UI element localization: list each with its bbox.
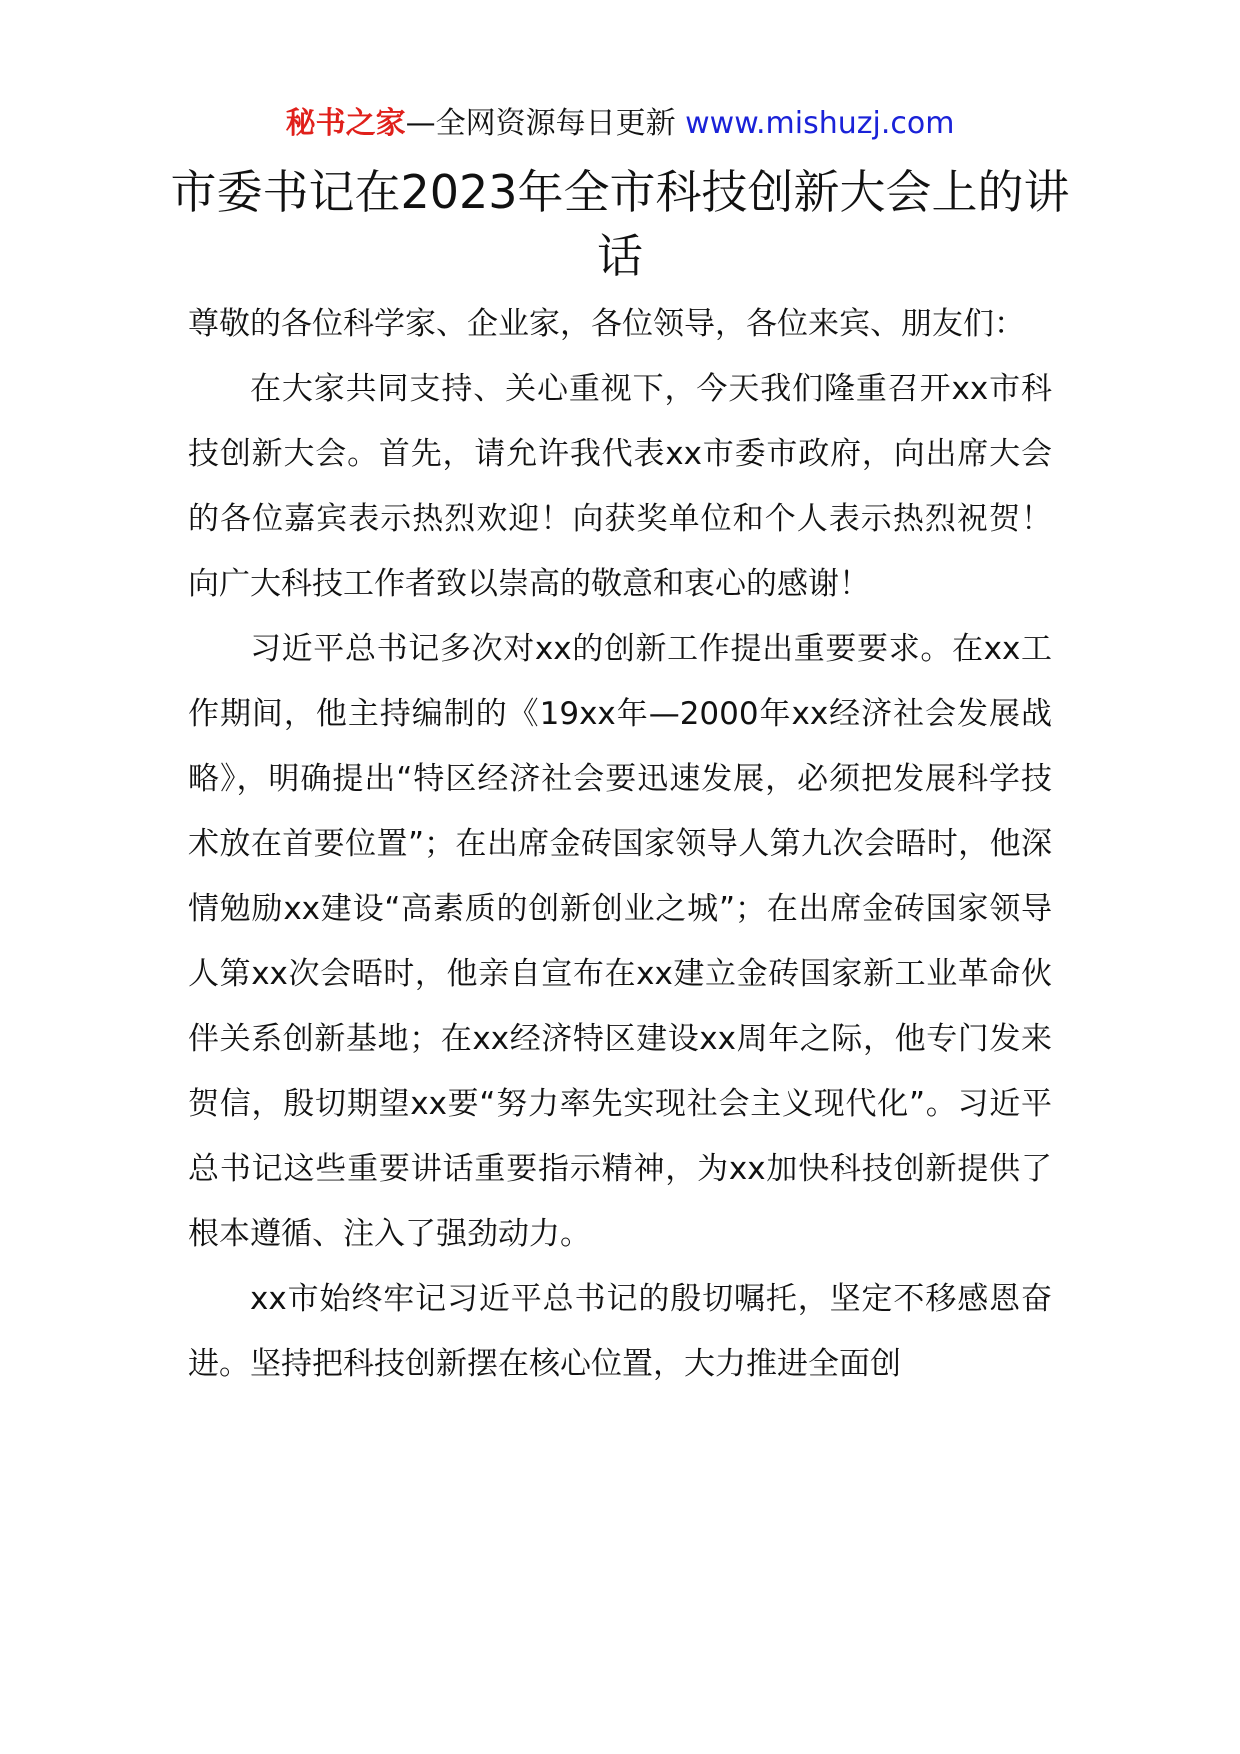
document-title: 市委书记在2023年全市科技创新大会上的讲话 <box>170 165 1070 283</box>
site-header <box>0 100 1240 148</box>
body-paragraph: 在大家共同支持、关心重视下，今天我们隆重召开xx市科技创新大会。首先，请允许我代表xx市委市政府，向出席大会的各位嘉宾表示热烈欢迎！向获奖单位和个人表示热烈祝贺！向广大科技工作者致以崇高的敬意和衷心的感谢！ <box>188 371 1052 602</box>
body-paragraph: xx市始终牢记习近平总书记的殷切嘱托，坚定不移感恩奋进。坚持把科技创新摆在核心位置，大力推进全面创 <box>188 1281 1052 1382</box>
document-body <box>188 292 1052 1397</box>
salutation-paragraph: 尊敬的各位科学家、企业家，各位领导，各位来宾、朋友们： <box>188 306 1025 342</box>
site-url-link[interactable]: www.mishuzj.com <box>685 106 955 141</box>
header-tagline: —全网资源每日更新 <box>405 106 686 141</box>
brand-name: 秘书之家 <box>285 106 406 141</box>
body-paragraph: 习近平总书记多次对xx的创新工作提出重要要求。在xx工作期间，他主持编制的《19xx年—2000年xx经济社会发展战略》，明确提出“特区经济社会要迅速发展，必须把发展科学技术放在首要位置”；在出席金砖国家领导人第九次会晤时，他深情勉励xx建设“高素质的创新创业之城”；在出席金砖国家领导人第xx次会晤时，他亲自宣布在xx建立金砖国家新工业革命伙伴关系创新基地；在xx经济特区建设xx周年之际，他专门发来贺信，殷切期望xx要“努力率先实现社会主义现代化”。习近平总书记这些重要讲话重要指示精神，为xx加快科技创新提供了根本遵循、注入了强劲动力。 <box>188 631 1052 1252</box>
